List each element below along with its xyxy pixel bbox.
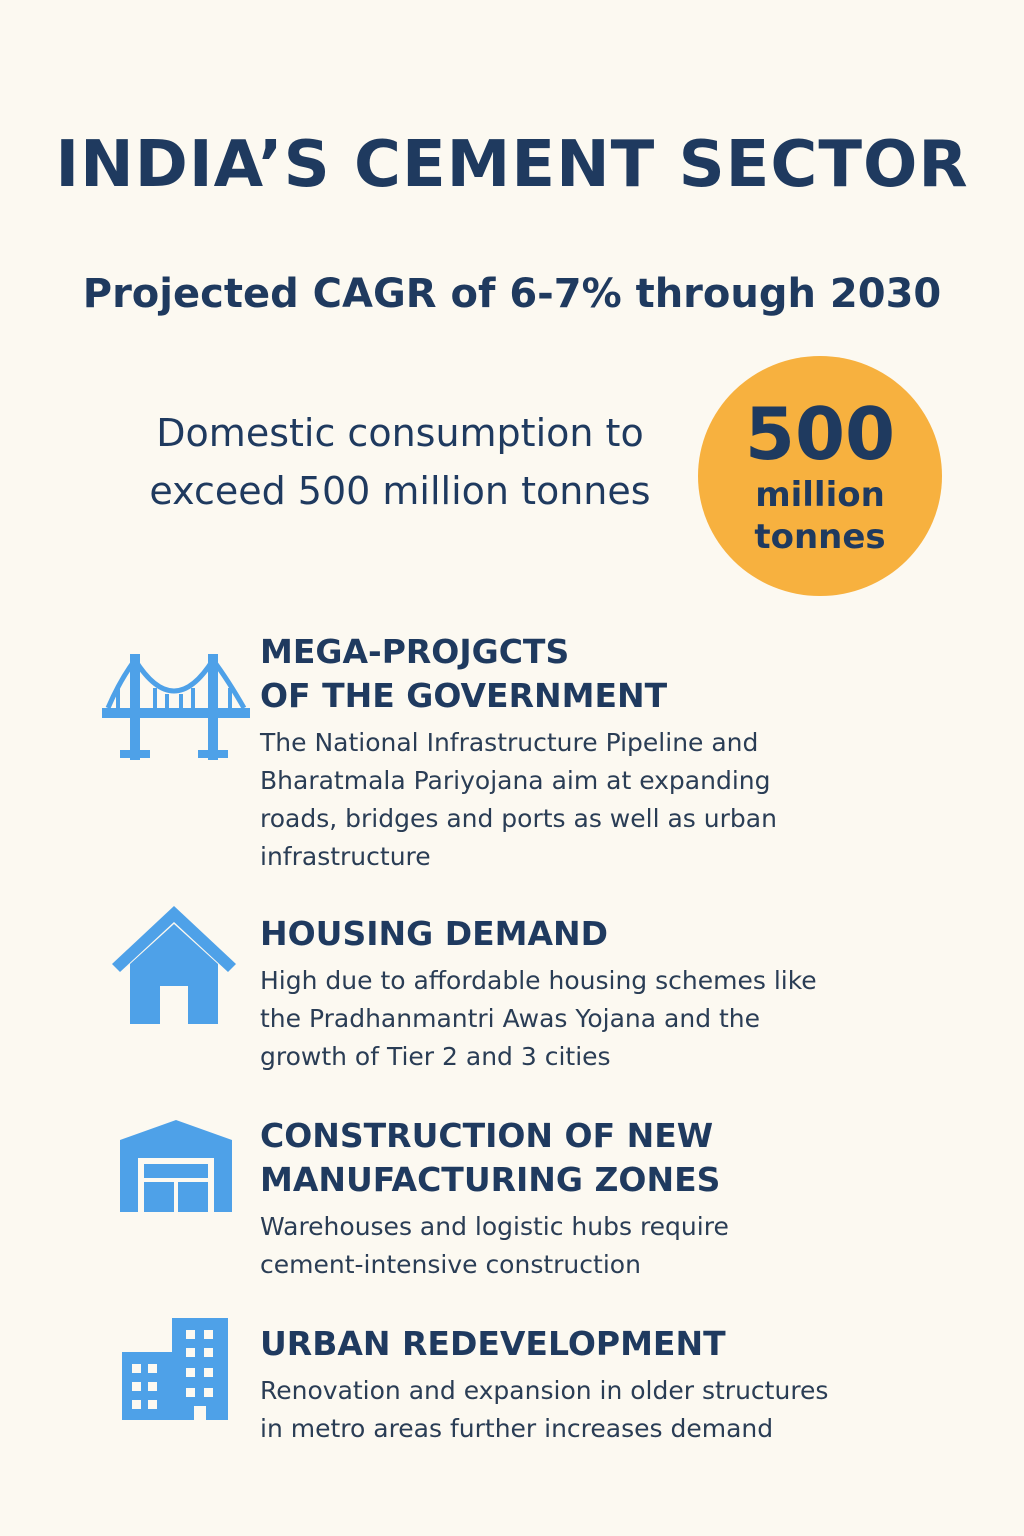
warehouse-icon [118, 1118, 234, 1214]
item-heading [260, 630, 900, 718]
item-heading [260, 912, 900, 956]
page-title: INDIA’S CEMENT SECTOR [55, 128, 969, 202]
item-heading-line-1: URBAN REDEVELOPMENT [260, 1324, 726, 1363]
item-text [260, 724, 900, 876]
item-text-line-1: Renovation and expansion in older structures [260, 1376, 829, 1405]
buildings-icon [122, 1318, 234, 1420]
consumption-line-2: exceed 500 million tonnes [149, 469, 651, 513]
item-text-line-3: roads, bridges and ports as well as urban [260, 804, 777, 833]
item-heading-line-1: MEGA-PROJGCTS [260, 632, 570, 671]
item-heading [260, 1322, 900, 1366]
consumption-badge [698, 356, 942, 596]
item-text-line-1: The National Infrastructure Pipeline and [260, 728, 759, 757]
item-mega-projects [260, 630, 900, 876]
item-heading-line-2: OF THE GOVERNMENT [260, 676, 668, 715]
item-manufacturing-zones [260, 1114, 900, 1284]
consumption-line-1: Domestic consumption to [156, 411, 644, 455]
house-icon [108, 902, 240, 1026]
item-text-line-2: the Pradhanmantri Awas Yojana and the [260, 1004, 761, 1033]
consumption-statement [100, 404, 700, 520]
item-text-line-2: in metro areas further increases demand [260, 1414, 774, 1443]
item-text [260, 1208, 900, 1284]
page-subtitle: Projected CAGR of 6-7% through 2030 [82, 271, 942, 317]
item-text-line-1: Warehouses and logistic hubs require [260, 1212, 729, 1241]
badge-number: 500 [744, 392, 896, 476]
item-heading-line-1: HOUSING DEMAND [260, 914, 609, 953]
item-heading-line-1: CONSTRUCTION OF NEW [260, 1116, 714, 1155]
item-heading [260, 1114, 900, 1202]
item-housing-demand [260, 912, 900, 1076]
item-text [260, 1372, 900, 1448]
badge-unit [698, 474, 942, 558]
item-text-line-3: growth of Tier 2 and 3 cities [260, 1042, 611, 1071]
bridge-icon [100, 650, 252, 762]
badge-unit-line-2: tonnes [754, 517, 886, 557]
badge-unit-line-1: million [755, 475, 885, 515]
item-text-line-2: cement-intensive construction [260, 1250, 641, 1279]
item-text [260, 962, 900, 1076]
item-text-line-1: High due to affordable housing schemes like [260, 966, 817, 995]
item-text-line-4: infrastructure [260, 842, 431, 871]
item-urban-redevelopment [260, 1322, 900, 1448]
item-text-line-2: Bharatmala Pariyojana aim at expanding [260, 766, 771, 795]
item-heading-line-2: MANUFACTURING ZONES [260, 1160, 721, 1199]
